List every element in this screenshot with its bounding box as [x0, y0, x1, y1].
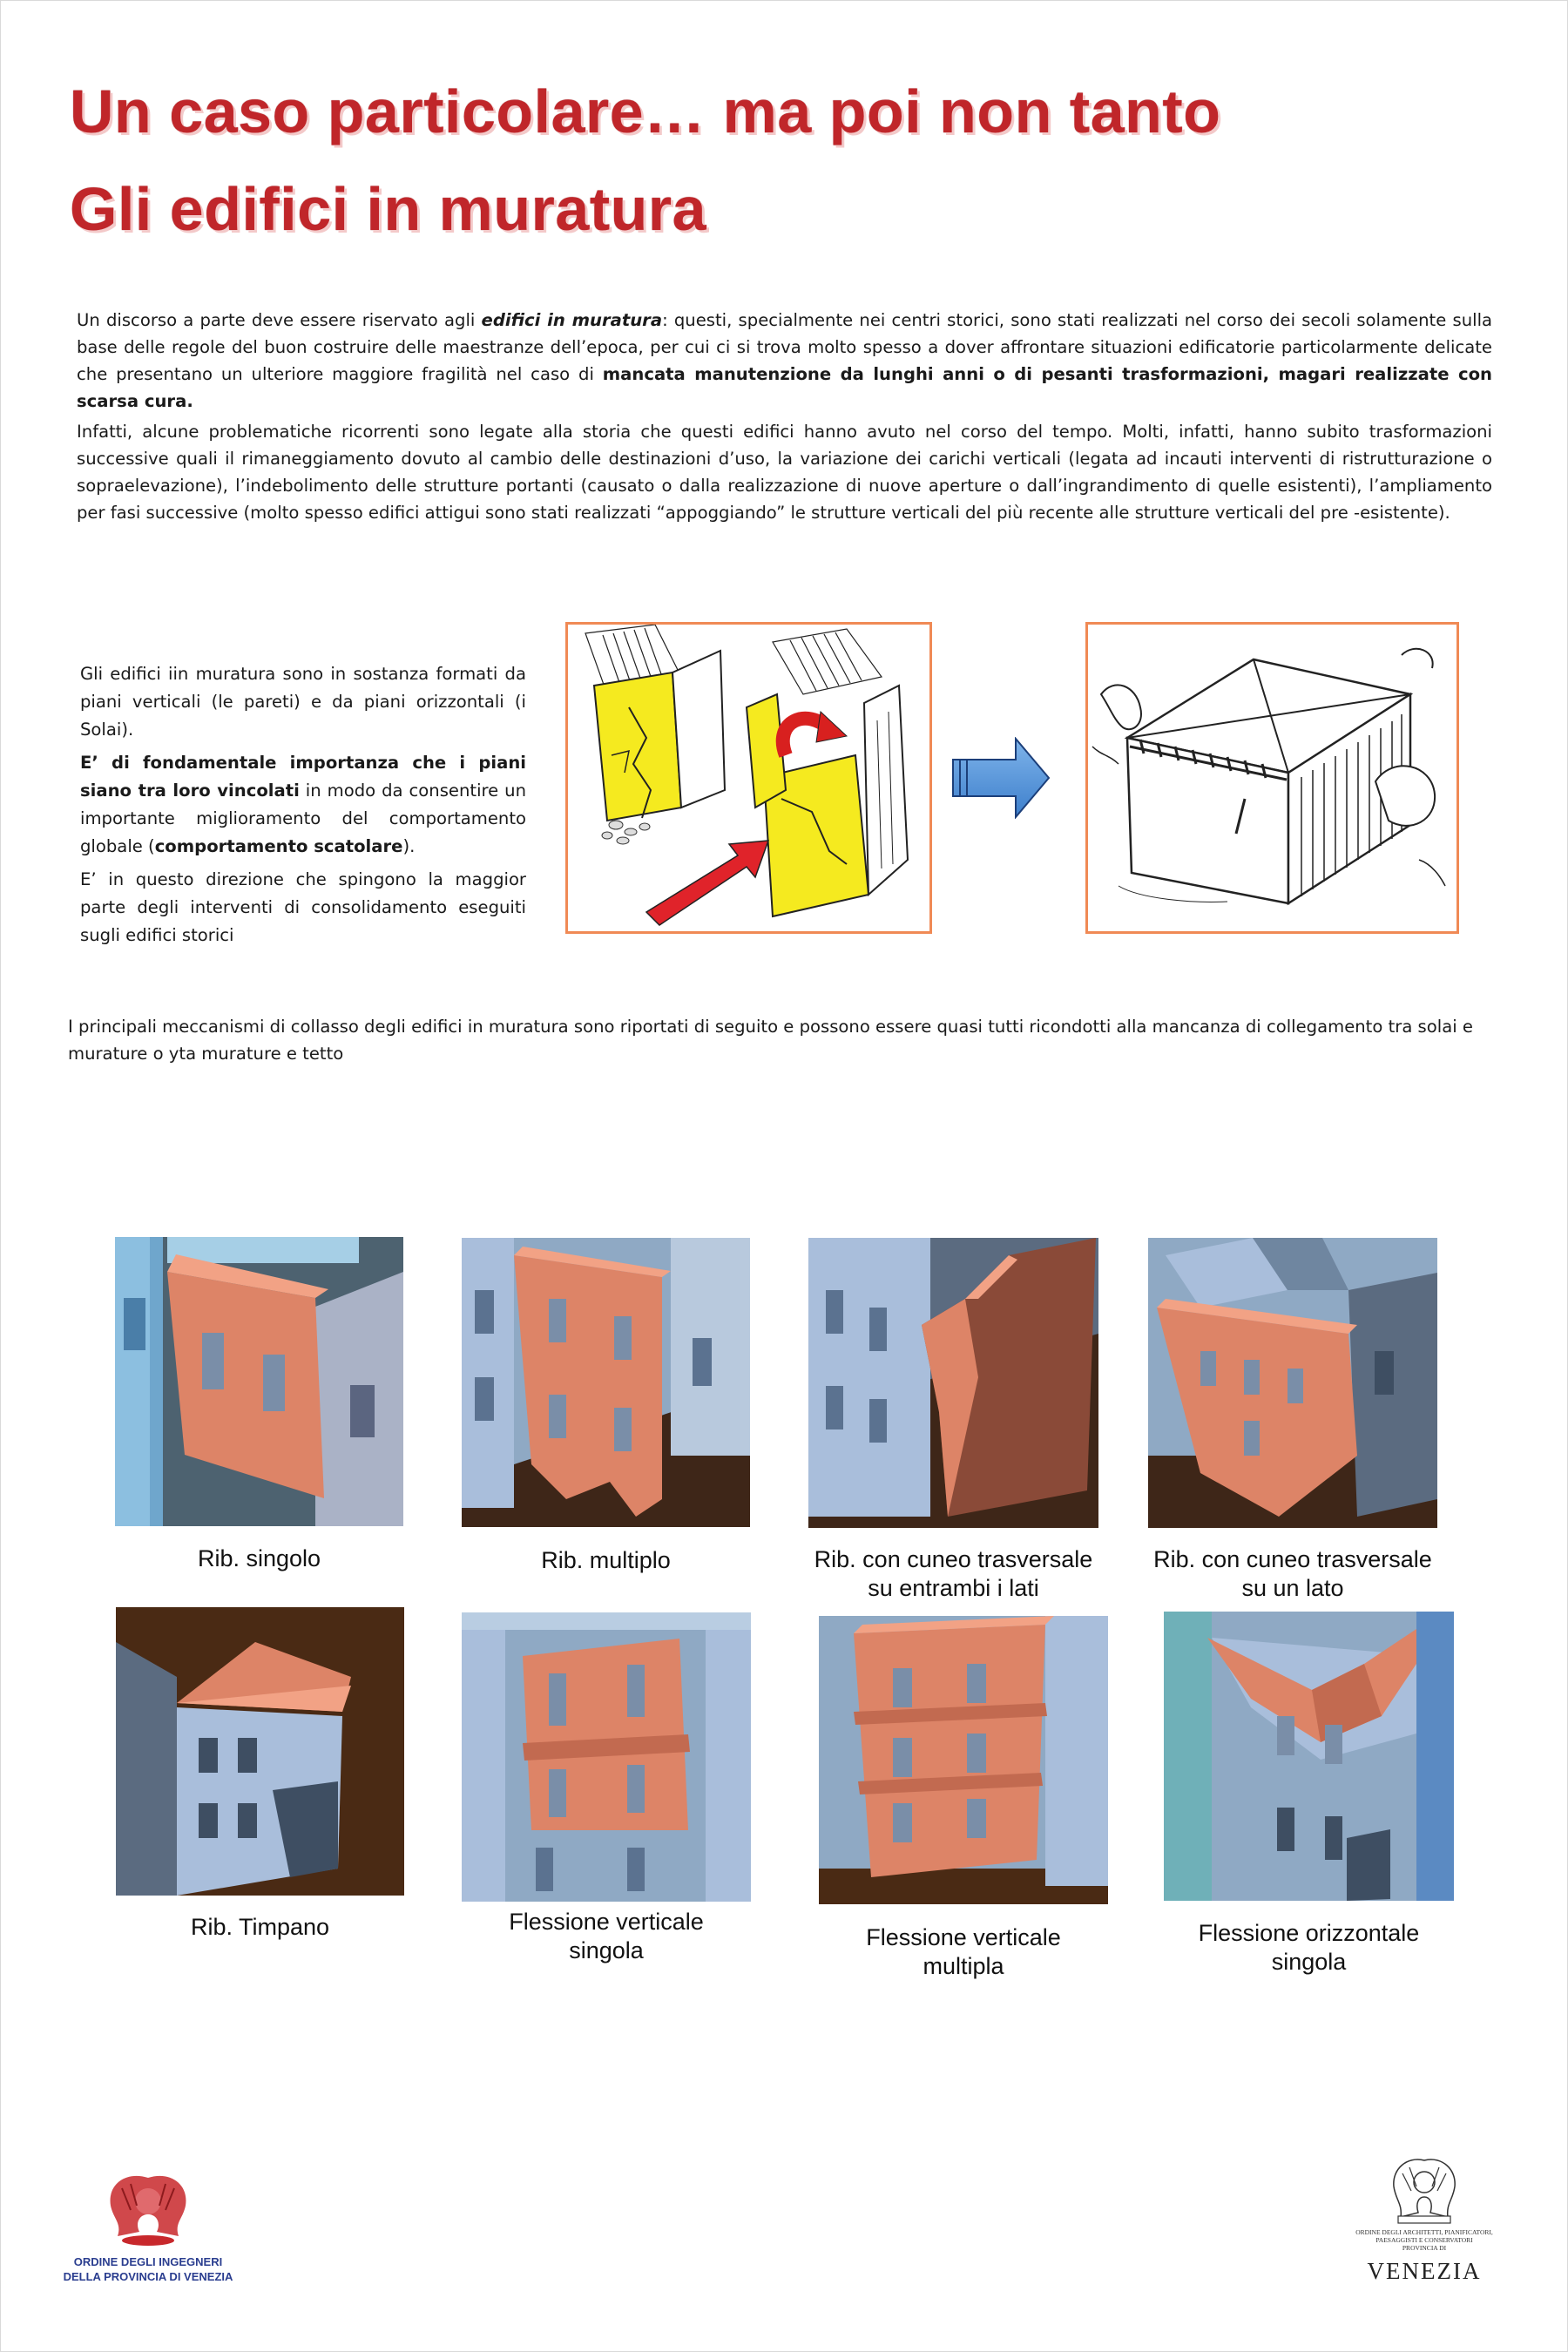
- mechanism-image-rib-singolo: [115, 1237, 403, 1526]
- right-logo-line3: PROVINCIA DI: [1402, 2244, 1447, 2252]
- mechanism-image-rib-timpano: [116, 1607, 404, 1896]
- right-arrow-icon: [951, 737, 1051, 819]
- mechanism-caption-5: Rib. Timpano: [190, 1914, 330, 1940]
- mechanism-image-flessione-orizzontale-singola: [1164, 1612, 1454, 1901]
- intro-paragraph-2: Infatti, alcune problematiche ricorrenti sono legate alla storia che questi edifici hanno avuto nel corso del tempo. Molti, infatti, hanno subito trasformazioni successive quali il rimaneggiamento dovuto al cambio delle destinazioni d’uso, la variazione dei carichi verticali (legata ad incauti interventi di ristrutturazione o sopraelevazione), l’indebolimento delle strutture portanti (causato o dalla realizzazione di nuove aperture o dall’ingrandimento di quelle esistenti), l’ampliamento per fasi successive (molto spesso edifici attigui sono stati realizzati “appoggiando” le strutture verticali del più recente alle strutture verticali del pre -esistente).: [77, 422, 1492, 523]
- right-logo-line2: PAESAGGISTI E CONSERVATORI: [1375, 2236, 1473, 2244]
- intro-paragraph-1: Un discorso a parte deve essere riservato agli edifici in muratura: questi, specialmente nei centri storici, sono stati realizzati nel corso dei secoli solamente sulla base delle regole del buon costruire delle maestranze dell’epoca, per cui ci si trova molto spesso a dover affrontare situazioni edificatorie particolarmente delicate che presentano un ulteriore maggiore fragilità nel caso di mancata manutenzione da lunghi anni o di pesanti trasformazioni, magari realizzate con scarsa cura.: [77, 310, 1493, 411]
- mechanism-caption-7: Flessione verticale multipla: [866, 1924, 1061, 1979]
- mechanism-caption-8: Flessione orizzontale singola: [1198, 1920, 1420, 1975]
- mechanism-caption-4: Rib. con cuneo trasversale su un lato: [1153, 1546, 1432, 1601]
- left-logo-line1: ORDINE DEGLI INGEGNERI: [73, 2255, 223, 2268]
- left-logo-line2: DELLA PROVINCIA DI VENEZIA: [63, 2270, 233, 2283]
- mechanism-caption-3: Rib. con cuneo trasversale su entrambi i lati: [814, 1546, 1093, 1601]
- mechanism-image-rib-multiplo: [462, 1238, 750, 1527]
- winged-lion-icon: [1385, 2152, 1463, 2226]
- mechanism-caption-6: Flessione verticale singola: [509, 1909, 704, 1963]
- box-behaviour-figure: [1085, 622, 1459, 934]
- mechanism-image-cuneo-entrambi: [808, 1238, 1098, 1528]
- mechanisms-intro: I principali meccanismi di collasso degli edifici in muratura sono riportati di seguito e possono essere quasi tutti ricondotti alla mancanza di collegamento tra solai e murature o yta murature e tetto: [68, 1017, 1473, 1064]
- mechanism-image-flessione-verticale-singola: [462, 1612, 751, 1902]
- side-paragraph-1: Gli edifici iin muratura sono in sostanza formati da piani verticali (le pareti) e da piani orizzontali (i Solai).: [80, 664, 526, 740]
- mechanism-image-flessione-verticale-multipla: [819, 1616, 1108, 1904]
- right-logo-venezia: VENEZIA: [1367, 2258, 1482, 2284]
- ordine-architetti-logo: [1337, 2152, 1511, 2291]
- mechanism-image-cuneo-un-lato: [1148, 1238, 1437, 1528]
- page-subtitle: Gli edifici in muratura: [70, 175, 707, 243]
- side-paragraph-2: E’ di fondamentale importanza che i piani siano tra loro vincolati in modo da consentire un importante miglioramento del comportamento globale (comportamento scatolare).: [80, 753, 527, 856]
- side-text: [80, 660, 526, 955]
- side-paragraph-3: E’ in questo direzione che spingono la maggior parte degli interventi di consolidamento eseguiti sugli edifici storici: [80, 869, 526, 945]
- wall-overturning-figure: [565, 622, 932, 934]
- winged-lion-icon: [100, 2171, 196, 2249]
- mechanism-caption-2: Rib. multiplo: [541, 1547, 671, 1573]
- ordine-ingegneri-logo: [61, 2171, 235, 2284]
- right-logo-line1: ORDINE DEGLI ARCHITETTI, PIANIFICATORI,: [1355, 2228, 1493, 2236]
- mechanism-caption-1: Rib. singolo: [197, 1545, 321, 1571]
- page-title: Un caso particolare… ma poi non tanto: [70, 78, 1221, 145]
